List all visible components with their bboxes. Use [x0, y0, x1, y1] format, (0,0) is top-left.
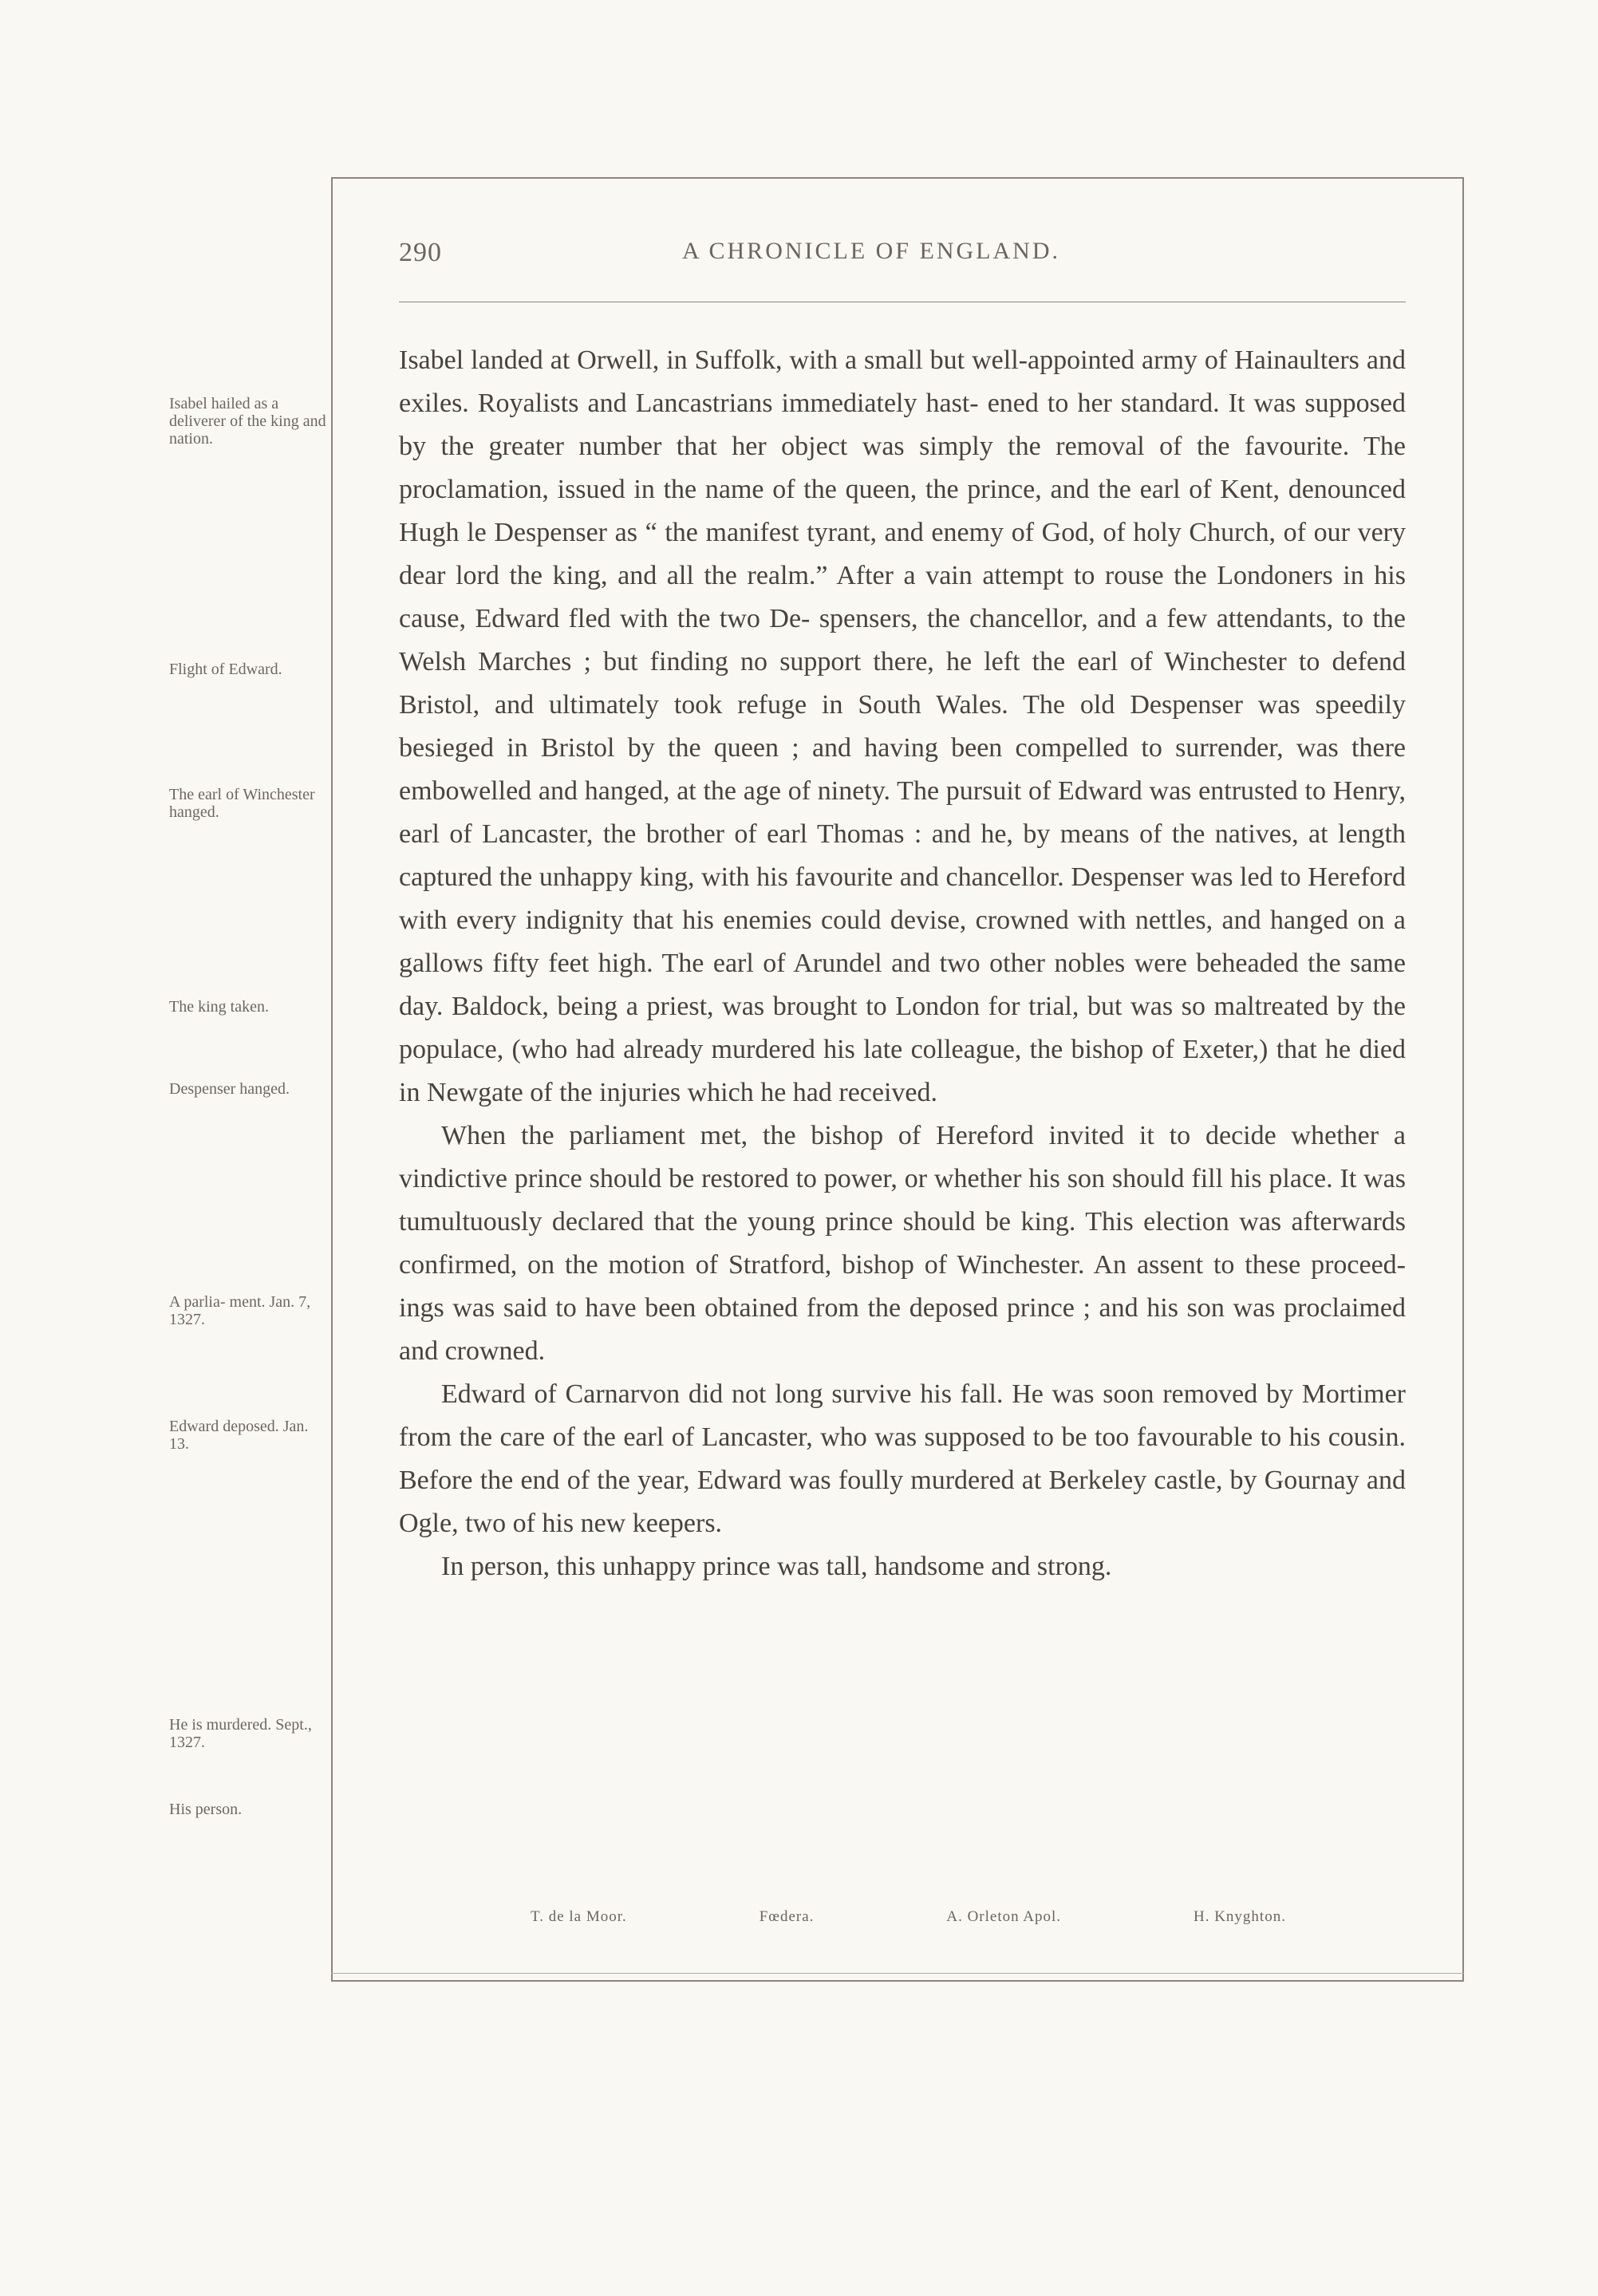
reference: A. Orleton Apol.: [946, 1908, 1062, 1925]
running-title: A CHRONICLE OF ENGLAND.: [682, 238, 1060, 264]
margin-note-isabel-hailed: Isabel hailed as a deliverer of the king and nation.: [169, 395, 326, 448]
margin-note-parliament: A parlia- ment. Jan. 7, 1327.: [169, 1293, 311, 1328]
frame-left-rule: [331, 177, 333, 1982]
reference: Fœdera.: [759, 1908, 815, 1925]
body-text: [399, 339, 1406, 1588]
margin-note-edward-deposed: Edward deposed. Jan. 13.: [169, 1418, 309, 1453]
frame-bottom-rule: [331, 1980, 1464, 1982]
margin-note-winchester-hanged: The earl of Winchester hanged.: [169, 786, 315, 821]
paragraph: When the parliament met, the bishop of Hereford invited it to decide whether a vindictive prince should be restored to power, or whether his son should fill his place. It was tumultuously declared that the young prince should be king. This election was afterwards confirmed, on the motion of Stratford, bishop of Winchester. An assent to these proceed- ings was said to have been obtained from the deposed prince ; and his son was proclaimed and crowned.: [399, 1121, 1406, 1366]
frame-bottom-inner-rule: [331, 1973, 1464, 1974]
frame-right-rule: [1462, 177, 1464, 1982]
paragraph: In person, this unhappy prince was tall, handsome and strong.: [441, 1552, 1112, 1581]
margin-note-flight-of-edward: Flight of Edward.: [169, 661, 282, 678]
margin-note-murdered: He is murdered. Sept., 1327.: [169, 1716, 312, 1751]
source-references: [399, 1908, 1406, 1926]
paragraph: Edward of Carnarvon did not long survive his fall. He was soon removed by Mortimer from the care of the earl of Lancaster, who was supposed to be too favourable to his cousin. Before the end of the year, Edward was foully murdered at Berkeley castle, by Gournay and Ogle, two of his new keepers.: [399, 1379, 1406, 1538]
margin-note-his-person: His person.: [169, 1801, 243, 1818]
reference: T. de la Moor.: [531, 1908, 627, 1925]
reference: H. Knyghton.: [1193, 1908, 1286, 1925]
paragraph: Isabel landed at Orwell, in Suffolk, with a small but well-appointed army of Hainaulters and exiles. Royalists and Lancastrians immediately hast- ened to her standard. It was supposed by the greater number that her object was simply the removal of the favourite. The proclamation, issued in the name of the queen, the prince, and the earl of Kent, denounced Hugh le Despenser as “ the manifest tyrant, and enemy of God, of holy Church, of our very dear lord the king, and all the realm.” After a vain attempt to rouse the Londoners in his cause, Edward fled with the two De- spensers, the chancellor, and a few attendants, to the Welsh Marches ; but finding no support there, he left the earl of Winchester to defend Bristol, and ultimately took refuge in South Wales. The old Despenser was speedily besieged in Bristol by the queen ; and having been compelled to surrender, was there embowelled and hanged, at the age of ninety. The pursuit of Edward was entrusted to Henry, earl of Lancaster, the brother of earl Thomas : and he, by means of the natives, at length captured the unhappy king, with his favourite and chancellor. Despenser was led to Hereford with every indignity that his enemies could devise, crowned with nettles, and hanged on a gallows fifty feet high. The earl of Arundel and two other nobles were beheaded the same day. Baldock, being a priest, was brought to London for trial, but was so maltreated by the populace, (who had already murdered his late colleague, the bishop of Exeter,) that he died in Newgate of the injuries which he had received.: [399, 345, 1406, 1107]
frame-top-rule: [331, 177, 1464, 179]
margin-note-king-taken: The king taken.: [169, 998, 269, 1016]
margin-note-despenser-hanged: Despenser hanged.: [169, 1080, 290, 1098]
page-number: 290: [399, 238, 442, 267]
